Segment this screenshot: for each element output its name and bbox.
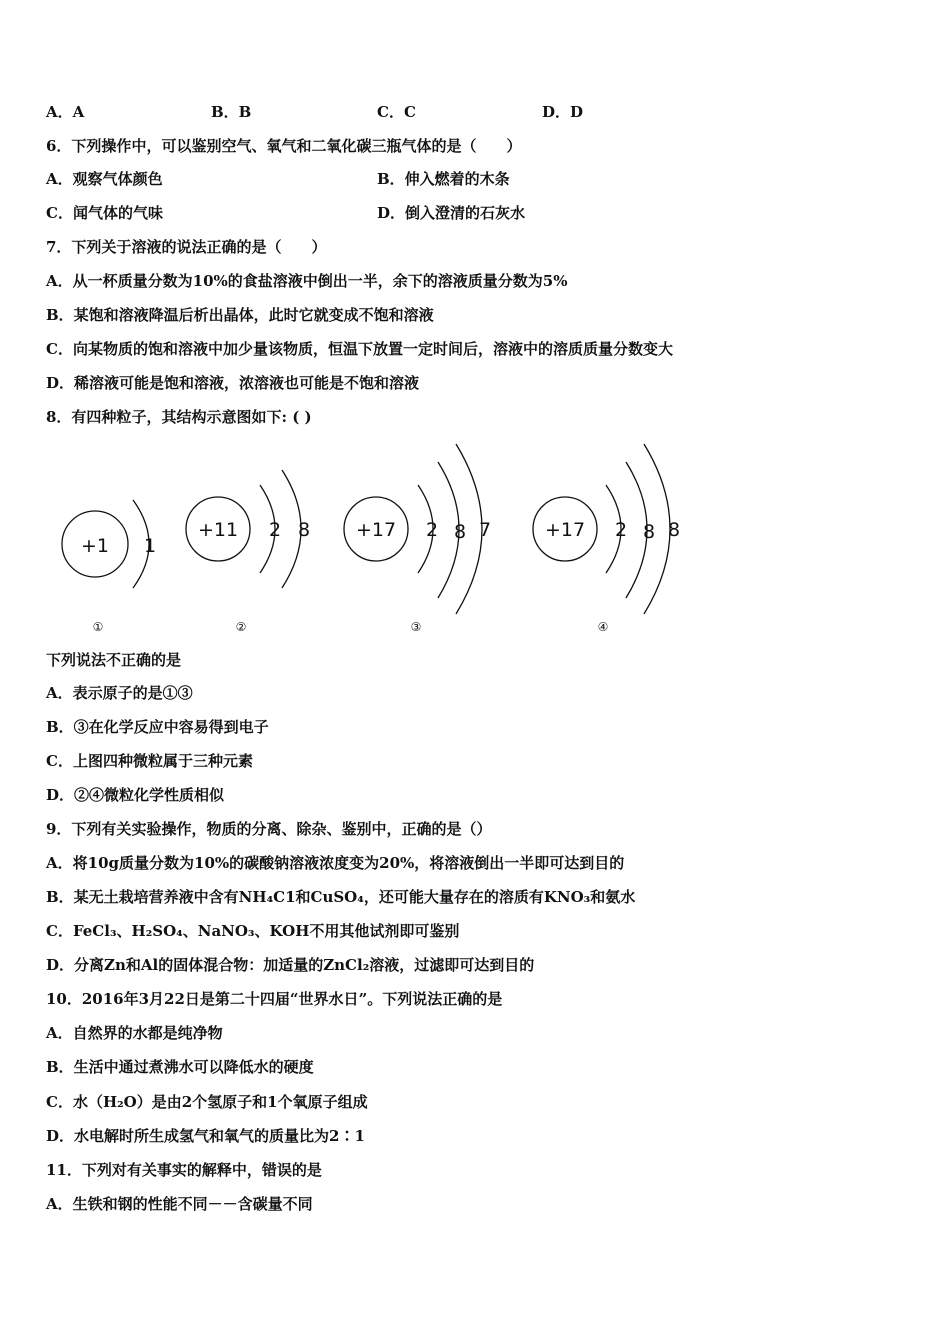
particle-2 xyxy=(186,470,310,634)
q8-stem: 8．有四种粒子，其结构示意图如下: ( ) xyxy=(46,408,312,426)
q9-option-a: A．将10g质量分数为10%的碳酸钠溶液浓度变为20%，将溶液倒出一半即可达到目的 xyxy=(46,854,625,872)
particle-4 xyxy=(533,444,680,634)
q11-stem: 11．下列对有关事实的解释中，错误的是 xyxy=(46,1161,322,1179)
q5-option-b: B．B xyxy=(211,103,252,121)
q10-stem: 10．2016年3月22日是第二十四届“世界水日”。下列说法正确的是 xyxy=(46,990,503,1008)
q8-sub-stem: 下列说法不正确的是 xyxy=(46,651,182,669)
q7-option-b: B．某饱和溶液降温后析出晶体，此时它就变成不饱和溶液 xyxy=(46,306,434,324)
particle-4-nucleus: +17 xyxy=(544,519,586,541)
particle-3-shell-2: 8 xyxy=(453,521,467,543)
particle-1-shell-1: 1 xyxy=(143,535,157,557)
q10-option-d: D．水电解时所生成氢气和氧气的质量比为2∶1 xyxy=(46,1127,365,1145)
q7-option-d: D．稀溶液可能是饱和溶液，浓溶液也可能是不饱和溶液 xyxy=(46,374,420,392)
q11-option-a: A．生铁和钢的性能不同－－含碳量不同 xyxy=(46,1195,313,1213)
q10-option-a: A．自然界的水都是纯净物 xyxy=(46,1024,223,1042)
q7-stem: 7．下列关于溶液的说法正确的是（ ） xyxy=(46,238,327,256)
q9-option-b: B．某无土栽培营养液中含有NH₄C1和CuSO₄，还可能大量存在的溶质有KNO₃和氨水 xyxy=(46,888,636,906)
particle-4-label: ④ xyxy=(597,620,609,634)
particle-1-nucleus: +1 xyxy=(80,535,110,557)
particle-2-shell-2: 8 xyxy=(297,519,311,541)
q8-option-d: D．②④微粒化学性质相似 xyxy=(46,786,225,804)
q8-option-c: C．上图四种微粒属于三种元素 xyxy=(46,752,253,770)
q9-stem: 9．下列有关实验操作，物质的分离、除杂、鉴别中，正确的是（） xyxy=(46,820,492,838)
atomic-structure-diagram xyxy=(40,440,700,640)
q9-option-d: D．分离Zn和Al的固体混合物：加适量的ZnCl₂溶液，过滤即可达到目的 xyxy=(46,956,535,974)
particle-2-label: ② xyxy=(235,620,247,634)
q8-option-a: A．表示原子的是①③ xyxy=(46,684,193,702)
particle-2-nucleus: +11 xyxy=(197,519,239,541)
particle-1-label: ① xyxy=(92,620,104,634)
q5-option-d: D．D xyxy=(542,103,584,121)
q8-option-b: B．③在化学反应中容易得到电子 xyxy=(46,718,269,736)
particle-3 xyxy=(344,444,491,634)
particle-3-shell-3: 7 xyxy=(478,519,492,541)
q6-option-d: D．倒入澄清的石灰水 xyxy=(377,204,526,222)
q6-stem: 6．下列操作中，可以鉴别空气、氧气和二氧化碳三瓶气体的是（ ） xyxy=(46,137,522,155)
q6-option-a: A．观察气体颜色 xyxy=(46,170,163,188)
q5-option-a: A．A xyxy=(46,103,85,121)
particle-3-nucleus: +17 xyxy=(355,519,397,541)
q6-option-c: C．闻气体的气味 xyxy=(46,204,163,222)
particle-4-shell-3: 8 xyxy=(667,519,681,541)
q6-option-b: B．伸入燃着的木条 xyxy=(377,170,510,188)
q7-option-a: A．从一杯质量分数为10%的食盐溶液中倒出一半，余下的溶液质量分数为5% xyxy=(46,272,568,290)
q10-option-c: C．水（H₂O）是由2个氢原子和1个氧原子组成 xyxy=(46,1093,368,1111)
particle-4-shell-1: 2 xyxy=(614,519,628,541)
q7-option-c: C．向某物质的饱和溶液中加少量该物质，恒温下放置一定时间后，溶液中的溶质质量分数变大 xyxy=(46,340,673,358)
particle-4-shell-2: 8 xyxy=(642,521,656,543)
q10-option-b: B．生活中通过煮沸水可以降低水的硬度 xyxy=(46,1058,314,1076)
particle-1 xyxy=(62,500,156,634)
particle-3-label: ③ xyxy=(410,620,422,634)
particle-2-shell-1: 2 xyxy=(268,519,282,541)
particle-3-shell-1: 2 xyxy=(425,519,439,541)
q9-option-c: C．FeCl₃、H₂SO₄、NaNO₃、KOH不用其他试剂即可鉴别 xyxy=(46,922,460,940)
q5-option-c: C．C xyxy=(377,103,416,121)
